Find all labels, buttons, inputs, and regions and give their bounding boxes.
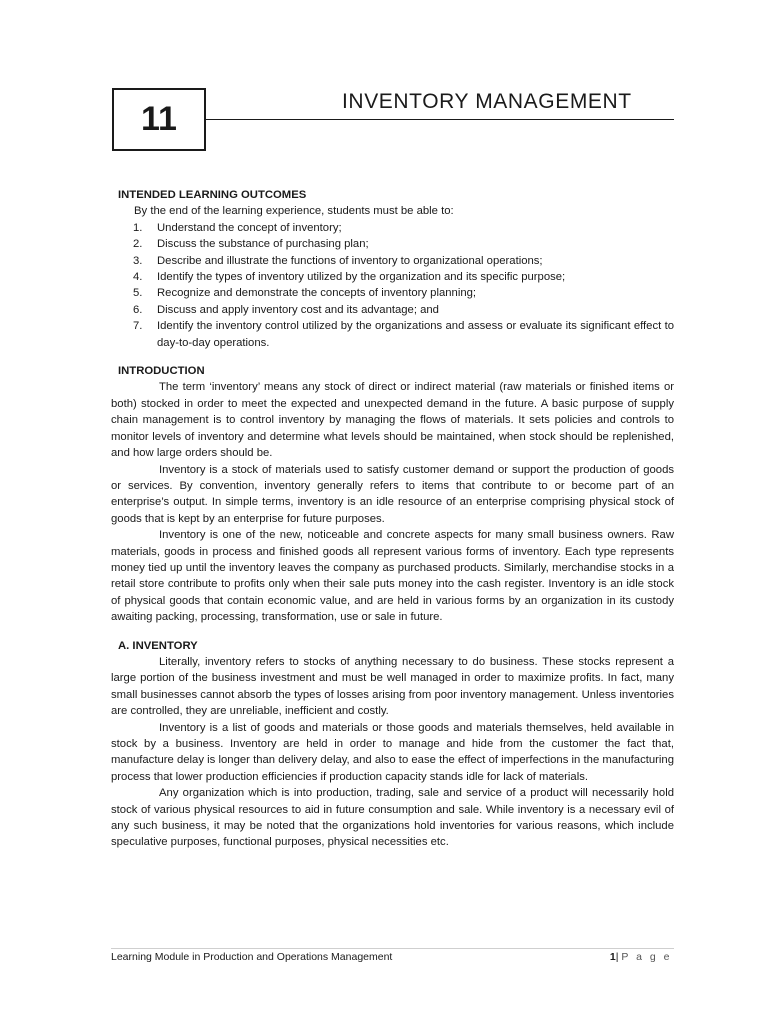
list-item-number: 3.: [133, 254, 143, 267]
list-item-text: Recognize and demonstrate the concepts of inventory planning;: [157, 287, 477, 300]
list-item-number: 6.: [133, 303, 143, 316]
list-item-text: Discuss and apply inventory cost and its advantage; and: [157, 303, 439, 316]
list-item: [111, 269, 674, 285]
footer-page-indicator: [610, 951, 672, 963]
list-item: [111, 253, 674, 269]
list-item-number: 7.: [133, 320, 143, 333]
list-item-text: Understand the concept of inventory;: [157, 221, 342, 234]
list-item-number: 1.: [133, 221, 143, 234]
list-item-text: Describe and illustrate the functions of inventory to organizational operations;: [157, 254, 543, 267]
list-item: [111, 236, 674, 252]
outcomes-heading: INTENDED LEARNING OUTCOMES: [118, 189, 307, 201]
list-item: [111, 220, 674, 236]
page-number: 1: [609, 951, 616, 963]
inventory-heading: A. INVENTORY: [118, 639, 198, 652]
page-content: [111, 187, 674, 851]
chapter-title: INVENTORY MANAGEMENT: [342, 90, 632, 113]
inventory-paragraph: Inventory is a list of goods and materials or those goods and materials themselves, held available in stock by a business. Inventory are held in order to manage and hide from the customer the fact that, manufacture delay is longer than delivery delay, and also to ease the effect of imperfections in the manufacturing process that lower production efficiencies if production capacity stands idle for lack of materials.: [111, 721, 674, 783]
inventory-paragraph: Literally, inventory refers to stocks of anything necessary to do business. These stocks represent a large portion of the business investment and must be well managed in order to maximize profits. In fact, many small businesses cannot absorb the types of losses arising from poor inventory management. Unless inventories are controlled, they are unreliable, inefficient and costly.: [111, 655, 674, 718]
footer-divider: [111, 948, 674, 949]
list-item-text: Identify the inventory control utilized by the organizations and assess or evaluate its significant effect to day-to-day operations.: [157, 320, 674, 349]
list-item-number: 2.: [133, 238, 143, 251]
introduction-heading: INTRODUCTION: [118, 365, 205, 378]
inventory-paragraph: Any organization which is into production, trading, sale and service of a product will necessarily hold stock of various physical resources to aid in future consumption and sale. While inventory is a necessary evil of any such business, it may be noted that the organizations hold inventories for various reasons, which include speculative purposes, functional purposes, physical necessities etc.: [111, 787, 674, 849]
list-item-number: 5.: [133, 287, 143, 300]
list-item: [111, 285, 674, 301]
chapter-number-box: [112, 88, 206, 151]
introduction-section: [111, 363, 674, 626]
chapter-number: 11: [141, 100, 177, 138]
page-label: P a g e: [621, 951, 672, 963]
introduction-paragraph: Inventory is a stock of materials used to satisfy customer demand or support the production of goods or services. By convention, inventory generally refers to items that contribute to or become part of an enterprise’s output. In simple terms, inventory is an idle resource of an enterprise comprising physical stock of goods that is kept by an enterprise for future purposes.: [111, 463, 674, 525]
list-item: [111, 302, 674, 318]
footer-module-title: Learning Module in Production and Operations Management: [111, 951, 393, 963]
introduction-paragraph: The term ‘inventory’ means any stock of direct or indirect material (raw materials or finished items or both) stocked in order to meet the expected and unexpected demand in the future. A basic purpose of supply chain management is to control inventory by managing the flows of materials. It sets policies and controls to monitor levels of inventory and determine what levels should be maintained, when stock should be replenished, and how large orders should be.: [111, 381, 674, 460]
inventory-section: [111, 638, 674, 851]
title-divider: [206, 119, 674, 120]
list-item-number: 4.: [133, 271, 143, 284]
list-item-text: Discuss the substance of purchasing plan;: [157, 238, 369, 251]
outcomes-section: [111, 187, 674, 351]
outcomes-lead: By the end of the learning experience, students must be able to:: [134, 205, 454, 218]
introduction-paragraph: Inventory is one of the new, noticeable and concrete aspects for many small business owners. Raw materials, goods in process and finished goods all represent various forms of inventory. Each type represents money tied up until the inventory leaves the company as purchased products. Similarly, merchandise stocks in a retail store contribute to profits only when their sale puts money into the cash register. Inventory is an idle stock of physical goods that contain economic value, and are held in various forms by an organization in its custody awaiting packing, processing, transformation, use or sale in future.: [111, 529, 674, 624]
page-separator: |: [615, 951, 619, 963]
outcomes-list: [111, 220, 674, 351]
list-item-text: Identify the types of inventory utilized by the organization and its specific purpose;: [157, 271, 566, 284]
list-item: [111, 318, 674, 351]
